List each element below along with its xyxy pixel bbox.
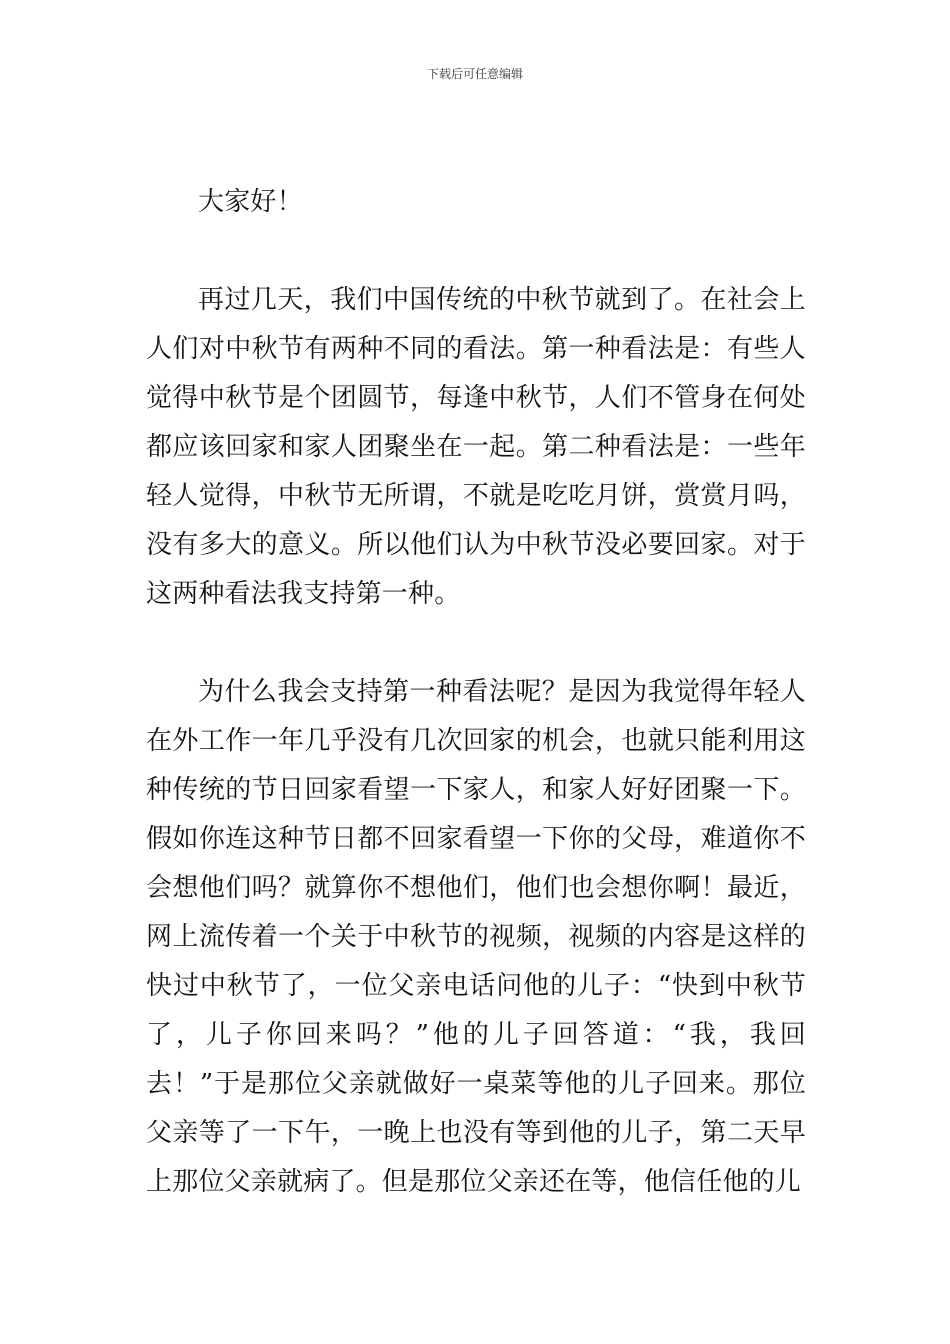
paragraph-line: 会想他们吗？就算你不想他们，他们也会想你啊！最近， xyxy=(146,873,806,903)
paragraph-line: 觉得中秋节是个团圆节，每逢中秋节，人们不管身在何处 xyxy=(146,383,806,413)
paragraph-line: 轻人觉得，中秋节无所谓，不就是吃吃月饼，赏赏月吗， xyxy=(146,481,806,511)
paragraph-line: 这两种看法我支持第一种。 xyxy=(146,579,461,609)
paragraph-line: 了，儿子你回来吗？”他的儿子回答道：“我，我回 xyxy=(146,1020,806,1050)
paragraph-line: 网上流传着一个关于中秋节的视频，视频的内容是这样的 xyxy=(146,922,806,952)
paragraph-line: 去！”于是那位父亲就做好一桌菜等他的儿子回来。那位 xyxy=(146,1069,806,1099)
paragraph-line: 假如你连这种节日都不回家看望一下你的父母，难道你不 xyxy=(146,824,806,854)
paragraph-line: 上那位父亲就病了。但是那位父亲还在等，他信任他的儿 xyxy=(146,1167,802,1197)
document-body xyxy=(146,178,806,1207)
paragraph-line: 没有多大的意义。所以他们认为中秋节没必要回家。对于 xyxy=(146,530,806,560)
paragraph-list xyxy=(146,178,806,1207)
paragraph-line: 都应该回家和家人团聚坐在一起。第二种看法是：一些年 xyxy=(146,432,806,462)
paragraph-3 xyxy=(146,668,806,1207)
paragraph-line: 为什么我会支持第一种看法呢？是因为我觉得年轻人 xyxy=(198,677,806,707)
paragraph-line: 快过中秋节了，一位父亲电话问他的儿子：“快到中秋节 xyxy=(146,971,806,1001)
paragraph-line: 再过几天，我们中国传统的中秋节就到了。在社会上 xyxy=(198,285,806,315)
paragraph-line: 人们对中秋节有两种不同的看法。第一种看法是：有些人 xyxy=(146,334,806,364)
paragraph-line: 父亲等了一下午，一晚上也没有等到他的儿子，第二天早 xyxy=(146,1118,806,1148)
paragraph-line: 在外工作一年几乎没有几次回家的机会，也就只能利用这 xyxy=(146,726,806,756)
paragraph-line: 大家好！ xyxy=(198,187,303,217)
paragraph-2 xyxy=(146,276,806,619)
paragraph-line: 种传统的节日回家看望一下家人，和家人好好团聚一下。 xyxy=(146,775,806,805)
page-header-watermark: 下载后可任意编辑 xyxy=(426,67,523,81)
paragraph-1 xyxy=(146,178,806,227)
